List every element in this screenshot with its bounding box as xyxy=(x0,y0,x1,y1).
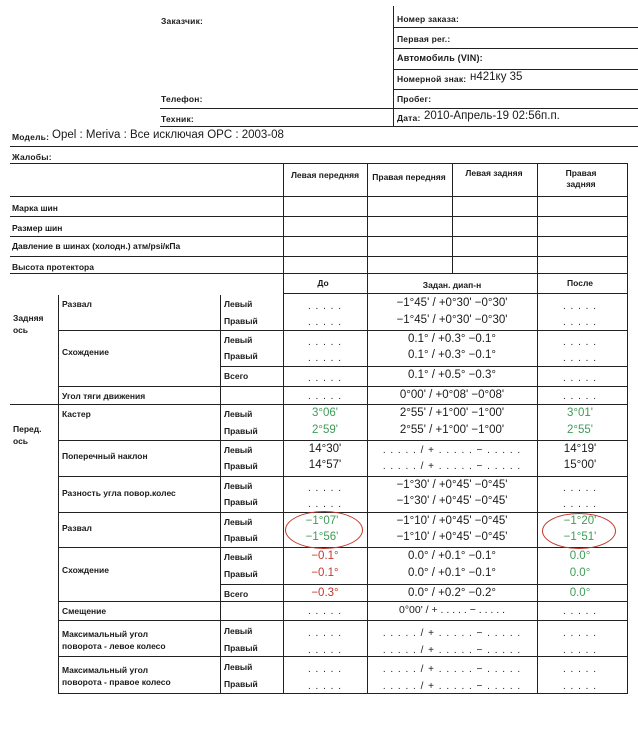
side-left: Левый xyxy=(224,481,253,491)
caster-before-right: 2°59' xyxy=(312,424,338,436)
front-camber-label: Развал xyxy=(62,523,92,533)
side-left: Левый xyxy=(224,662,253,672)
plate-value: н421ку 35 xyxy=(470,71,523,83)
col-rear-right: Правая задняя xyxy=(565,168,597,189)
header-rule xyxy=(160,126,638,127)
side-right: Правый xyxy=(224,643,258,653)
complaints-label: Жалобы: xyxy=(12,152,52,162)
header-rule xyxy=(393,27,638,28)
sai-before-right: 14°57' xyxy=(308,459,342,471)
front-toe-before-right: −0.1° xyxy=(311,567,339,579)
spec-value: 0.1° / +0.3° −0.1° xyxy=(408,333,496,345)
before-value: . . . . . xyxy=(307,317,343,328)
date-label: Дата: xyxy=(397,113,421,123)
spec-value: 2°55' / +1°00' −1°00' xyxy=(399,407,505,419)
spec-value: 0.0° / +0.1° −0.1° xyxy=(408,550,496,562)
spec-value: −1°45' / +0°30' −0°30' xyxy=(396,314,508,326)
rear-toe-label: Схождение xyxy=(62,347,109,357)
highlight-oval xyxy=(285,511,363,549)
col-before: До xyxy=(317,278,329,288)
side-right: Правый xyxy=(224,497,258,507)
spec-value: . . . . . / + . . . . . − . . . . . xyxy=(382,664,522,675)
spec-value: −1°10' / +0°45' −0°45' xyxy=(396,531,508,543)
row-rule xyxy=(220,366,628,367)
grid-col xyxy=(220,295,221,693)
spec-value: 0.0° / +0.1° −0.1° xyxy=(408,567,496,579)
spec-value: . . . . . / + . . . . . − . . . . . xyxy=(382,645,522,656)
row-rule xyxy=(58,620,628,621)
after-value: . . . . . xyxy=(562,373,598,384)
col-spec: Задан. диап-н xyxy=(422,280,482,290)
row-rule xyxy=(58,601,628,602)
before-value: . . . . . xyxy=(307,337,343,348)
vin-label: Автомобиль (VIN): xyxy=(397,53,483,63)
spec-value: 0°00' / + . . . . . − . . . . . xyxy=(399,604,505,616)
row-rule xyxy=(58,476,628,477)
before-value: . . . . . xyxy=(307,391,343,402)
after-value: . . . . . xyxy=(562,628,598,639)
row-rule xyxy=(58,440,628,441)
max-turn-left-label: Максимальный угол поворота - левое колесо xyxy=(62,629,166,651)
grid-col xyxy=(58,295,59,693)
after-value: . . . . . xyxy=(562,645,598,656)
tire-brand-label: Марка шин xyxy=(12,203,58,213)
col-after: После xyxy=(567,278,593,288)
before-value: . . . . . xyxy=(307,499,343,510)
after-value: . . . . . xyxy=(562,681,598,692)
before-value: . . . . . xyxy=(307,301,343,312)
side-left: Левый xyxy=(224,552,253,562)
before-value: . . . . . xyxy=(307,645,343,656)
sai-after-left: 14°19' xyxy=(563,443,597,455)
spec-value: −1°45' / +0°30' −0°30' xyxy=(396,297,508,309)
date-value: 2010-Апрель-19 02:56п.п. xyxy=(424,110,560,122)
front-axle-label: Перед. ось xyxy=(13,424,42,446)
side-total: Всего xyxy=(224,589,249,599)
phone-label: Телефон: xyxy=(161,94,203,104)
before-value: . . . . . xyxy=(307,606,343,617)
header-rule xyxy=(393,89,638,90)
row-rule xyxy=(58,547,628,548)
spec-value: −1°10' / +0°45' −0°45' xyxy=(396,515,508,527)
front-toe-after-total: 0.0° xyxy=(569,587,591,599)
side-right: Правый xyxy=(224,316,258,326)
after-value: . . . . . xyxy=(562,301,598,312)
tire-row-rule xyxy=(10,216,628,217)
thrust-angle-label: Угол тяги движения xyxy=(62,391,146,401)
before-value: . . . . . xyxy=(307,373,343,384)
side-left: Левый xyxy=(224,335,253,345)
before-value: . . . . . xyxy=(307,353,343,364)
header-rule xyxy=(393,48,638,49)
tire-row-rule xyxy=(10,273,628,274)
spec-value: . . . . . / + . . . . . − . . . . . xyxy=(382,461,522,472)
front-toe-before-left: −0.1° xyxy=(311,550,339,562)
alignment-header-rule xyxy=(283,293,628,294)
technician-label: Техник: xyxy=(161,114,194,124)
after-value: . . . . . xyxy=(562,664,598,675)
after-value: . . . . . xyxy=(562,499,598,510)
side-right: Правый xyxy=(224,533,258,543)
after-value: . . . . . xyxy=(562,317,598,328)
spec-value: 0.1° / +0.3° −0.1° xyxy=(408,349,496,361)
first-reg-label: Первая рег.: xyxy=(397,34,451,44)
sai-after-right: 15°00' xyxy=(563,459,597,471)
max-turn-right-label: Максимальный угол поворота - правое колесо xyxy=(62,665,171,687)
row-rule xyxy=(58,386,628,387)
sai-before-left: 14°30' xyxy=(308,443,342,455)
model-value: Opel : Meriva : Все исключая OPC : 2003-08 xyxy=(52,129,284,141)
front-camber-before-left: −1°07' xyxy=(305,515,339,527)
spec-value: 2°55' / +1°00' −1°00' xyxy=(399,424,505,436)
caster-after-left: 3°01' xyxy=(567,407,593,419)
spec-value: 0.1° / +0.5° −0.3° xyxy=(408,369,496,381)
setback-label: Смещение xyxy=(62,606,107,616)
side-right: Правый xyxy=(224,679,258,689)
spec-value: 0.0° / +0.2° −0.2° xyxy=(408,587,496,599)
rear-axle-label: Задняя ось xyxy=(13,313,44,335)
before-value: . . . . . xyxy=(307,681,343,692)
side-left: Левый xyxy=(224,445,253,455)
side-left: Левый xyxy=(224,409,253,419)
tire-row-rule xyxy=(10,196,628,197)
front-toe-before-total: −0.3° xyxy=(311,587,339,599)
mileage-label: Пробег: xyxy=(397,94,432,104)
front-toe-after-right: 0.0° xyxy=(569,567,591,579)
plate-label: Номерной знак: xyxy=(397,74,467,84)
side-left: Левый xyxy=(224,517,253,527)
spec-value: −1°30' / +0°45' −0°45' xyxy=(396,479,508,491)
caster-label: Кастер xyxy=(62,409,91,419)
row-rule xyxy=(220,584,628,585)
front-toe-label: Схождение xyxy=(62,565,109,575)
side-right: Правый xyxy=(224,461,258,471)
front-camber-after-right: −1°51' xyxy=(563,531,597,543)
front-toe-after-left: 0.0° xyxy=(569,550,591,562)
before-value: . . . . . xyxy=(307,483,343,494)
side-total: Всего xyxy=(224,371,249,381)
customer-label: Заказчик: xyxy=(161,16,204,26)
front-camber-after-left: −1°20' xyxy=(563,515,597,527)
tire-row-rule xyxy=(10,236,628,237)
side-right: Правый xyxy=(224,351,258,361)
after-value: . . . . . xyxy=(562,606,598,617)
tire-row-rule xyxy=(10,256,628,257)
after-value: . . . . . xyxy=(562,337,598,348)
spec-value: −1°30' / +0°45' −0°45' xyxy=(396,495,508,507)
toe-out-label: Разность угла повор.колес xyxy=(62,488,176,498)
col-rear-left: Левая задняя xyxy=(465,168,523,178)
grid-col xyxy=(537,163,538,693)
row-rule xyxy=(58,656,628,657)
highlight-oval xyxy=(542,513,616,549)
tire-size-label: Размер шин xyxy=(12,223,63,233)
row-rule xyxy=(58,330,628,331)
col-front-right: Правая передняя xyxy=(372,172,446,182)
model-label: Модель: xyxy=(12,132,50,142)
spec-value: . . . . . / + . . . . . − . . . . . xyxy=(382,681,522,692)
side-right: Правый xyxy=(224,569,258,579)
spec-value: . . . . . / + . . . . . − . . . . . xyxy=(382,628,522,639)
caster-before-left: 3°06' xyxy=(312,407,338,419)
header-rule xyxy=(393,69,638,70)
row-rule xyxy=(58,693,628,694)
front-camber-before-right: −1°56' xyxy=(305,531,339,543)
side-left: Левый xyxy=(224,299,253,309)
tire-table-top xyxy=(10,163,628,164)
tread-depth-label: Высота протектора xyxy=(12,262,94,272)
spec-value: . . . . . / + . . . . . − . . . . . xyxy=(382,445,522,456)
sai-label: Поперечный наклон xyxy=(62,451,148,461)
grid-col xyxy=(627,163,628,693)
caster-after-right: 2°55' xyxy=(567,424,593,436)
header-rule xyxy=(393,108,638,109)
side-left: Левый xyxy=(224,626,253,636)
order-no-label: Номер заказа: xyxy=(397,14,459,24)
model-rule xyxy=(10,146,638,147)
grid-col xyxy=(367,273,368,693)
tire-pressure-label: Давление в шинах (холодн.) атм/psi/кПа xyxy=(12,241,181,251)
before-value: . . . . . xyxy=(307,628,343,639)
rear-camber-label: Развал xyxy=(62,299,92,309)
after-value: . . . . . xyxy=(562,391,598,402)
side-right: Правый xyxy=(224,426,258,436)
row-rule xyxy=(10,404,628,405)
grid-col xyxy=(283,163,284,693)
after-value: . . . . . xyxy=(562,483,598,494)
before-value: . . . . . xyxy=(307,664,343,675)
header-rule xyxy=(160,108,393,109)
col-front-left: Левая передняя xyxy=(290,170,360,180)
spec-value: 0°00' / +0°08' −0°08' xyxy=(399,389,505,401)
after-value: . . . . . xyxy=(562,353,598,364)
